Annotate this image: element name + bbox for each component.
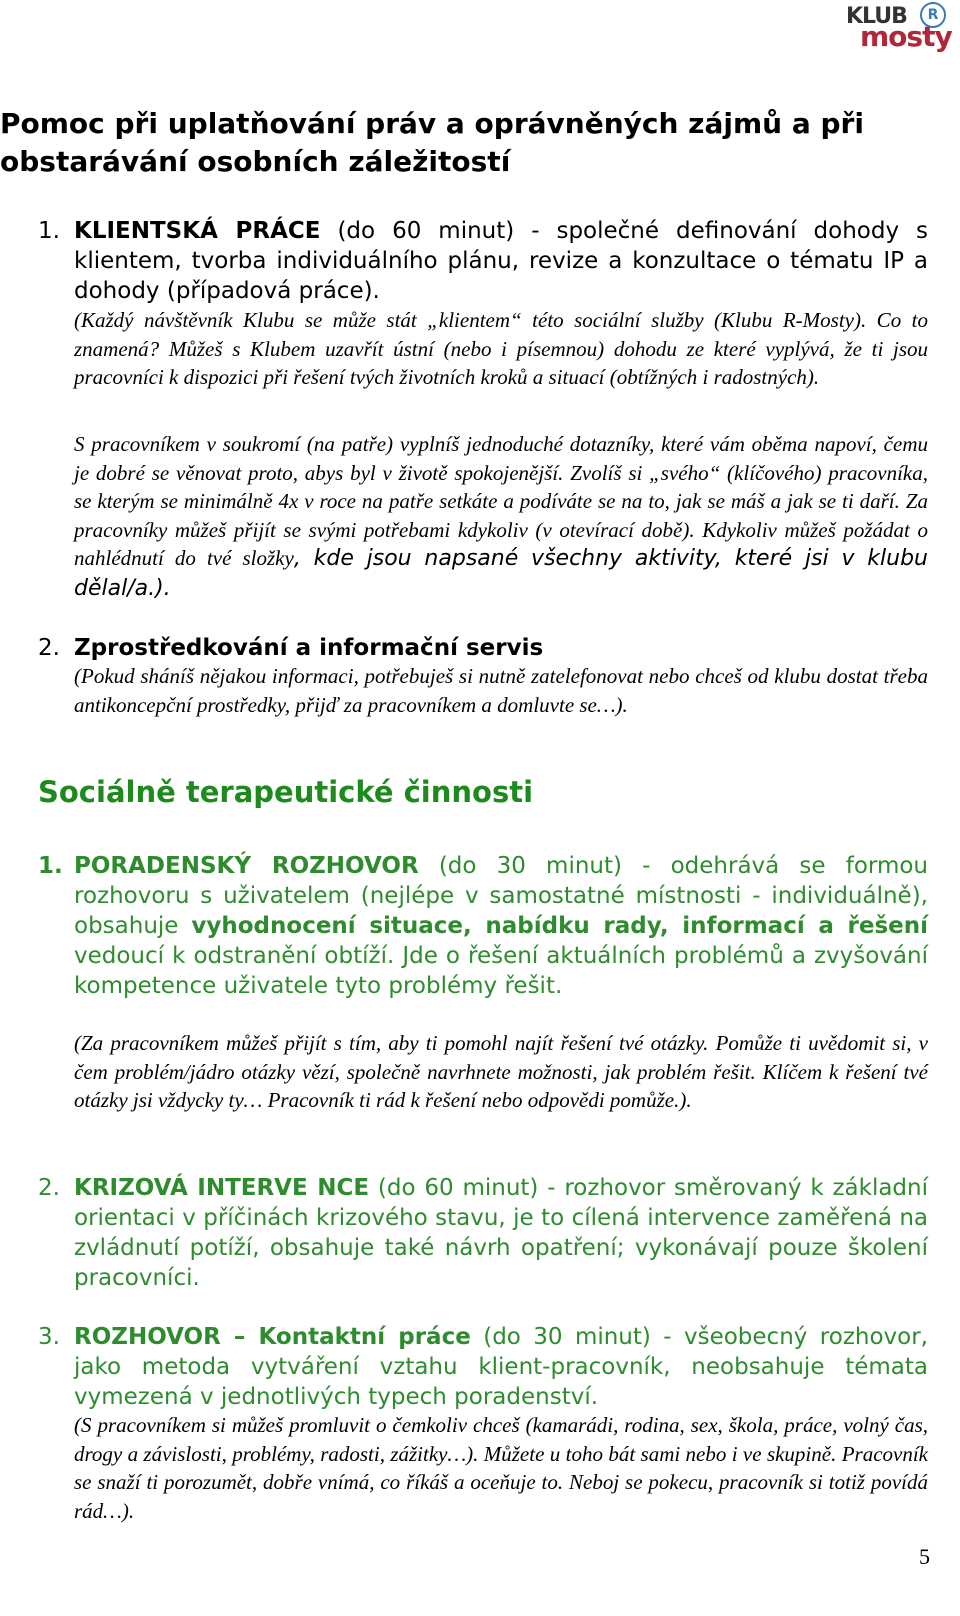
klub-mosty-logo xyxy=(840,0,950,60)
item-text xyxy=(74,851,928,1001)
logo-klub-text: KLUB xyxy=(846,4,907,29)
informacni-servis-item xyxy=(38,633,928,663)
item-description-end: vedoucí k odstranění obtíží. Jde o řešení aktuálních problémů a zvyšování kompetence uživatele tyto problémy řešit. xyxy=(74,943,928,999)
item-text xyxy=(74,633,928,663)
poradensky-rozhovor-note: (Za pracovníkem můžeš přijít s tím, aby ti pomohl najít řešení tvé otázky. Pomůže ti uvědomit si, v čem problém/jádro otázky vězí, společně navrhnete možnosti, jak problém řešit. Klíčem k řešení tvé otázky jsi vždycky ty… Pracovník ti rád k řešení nebo odpovědi pomůže.). xyxy=(74,1031,928,1112)
item-heading: Zprostředkování a informační servis xyxy=(74,635,544,661)
section-heading: Sociálně terapeutické činnosti xyxy=(38,775,534,809)
item-number: 1. xyxy=(38,853,63,879)
item-text xyxy=(74,216,928,306)
kontaktni-prace-item xyxy=(38,1322,928,1412)
item-number: 2. xyxy=(38,635,60,661)
poradensky-rozhovor-item xyxy=(38,851,928,1001)
krizova-intervence-item xyxy=(38,1173,928,1293)
klientska-prace-item xyxy=(38,216,928,306)
item-heading: KLIENTSKÁ PRÁCE xyxy=(74,218,321,244)
item-text xyxy=(74,1322,928,1412)
item-number: 1. xyxy=(38,218,60,244)
item-description: (do 60 minut) - rozhovor směrovaný k základní orientaci v příčinách krizového stavu, je to cílená intervence zaměřená na zvládnutí potíží, obsahuje také návrh opatření; vykonávají pouze školení pracovníci. xyxy=(74,1175,928,1291)
item-text xyxy=(74,1173,928,1293)
note-tail: , kde jsou napsané všechny aktivity, které jsi v klubu dělal/a.). xyxy=(74,546,928,601)
klientska-prace-note-2 xyxy=(74,430,928,604)
item-number: 2. xyxy=(38,1175,60,1201)
note-text: S pracovníkem v soukromí (na patře) vyplníš jednoduché dotazníky, které vám oběma napoví, čemu je dobré se věnovat proto, abys byl v životě spokojenější. Zvolíš si „svého“ (klíčového) pracovníka, se kterým se minimálně 4x v roce na patře setkáte a podíváte se na to, jak se máš a jak se ti daří. Za pracovníky můžeš přijít se svými potřebami kdykoliv (v otevírací době). Kdykoliv můžeš požádat o nahlédnutí do tvé složky xyxy=(74,432,928,570)
item-heading: PORADENSKÝ ROZHOVOR xyxy=(74,853,419,879)
logo-r-mark: R xyxy=(920,2,946,28)
klientska-prace-note-1: (Každý návštěvník Klubu se může stát „klientem“ této sociální služby (Klubu R-Mosty). Co to znamená? Můžeš s Klubem uzavřít ústní (nebo i písemnou) dohodu ze které vyplývá, že ti jsou pracovníci k dispozici při řešení tvých životních kroků a situací (obtížných i radostných). xyxy=(74,308,928,389)
page-number: 5 xyxy=(919,1544,930,1569)
kontaktni-prace-note: (S pracovníkem si můžeš promluvit o čemkoliv chceš (kamarádi, rodina, sex, škola, práce, volný čas, drogy a závislosti, problémy, radosti, zážitky…). Můžete u toho bát sami nebo i ve skupině. Pracovník se snaží ti porozumět, dobře vnímá, co říkáš a oceňuje to. Neboj se pokecu, pracovník si totiž povídá rád…). xyxy=(74,1413,928,1523)
item-number: 3. xyxy=(38,1324,60,1350)
item-description: (do 30 minut) - odehrává se formou rozhovoru s uživatelem (nejlépe v samostatné místnosti - individuálně), obsahuje xyxy=(74,853,928,939)
item-heading: KRIZOVÁ INTERVE NCE xyxy=(74,1175,370,1201)
item-description: (do 60 minut) - společné definování dohody s klientem, tvorba individuálního plánu, revize a konzultace o tématu IP a dohody (případová práce). xyxy=(74,218,929,304)
logo-mosty-text: mosty xyxy=(860,20,952,53)
item-highlight: vyhodnocení situace, nabídku rady, informací a řešení xyxy=(191,913,928,939)
informacni-servis-note: (Pokud sháníš nějakou informaci, potřebuješ si nutně zatelefonovat nebo chceš od klubu dostat třeba antikoncepční prostředky, přijď za pracovníkem a domluvte se…). xyxy=(74,664,928,717)
item-description: (do 30 minut) - všeobecný rozhovor, jako metoda vytváření vztahu klient-pracovník, neobsahuje témata vymezená v jednotlivých typech poradenství. xyxy=(74,1324,928,1410)
page-title: Pomoc při uplatňování práv a oprávněných zájmů a při obstarávání osobních záležitostí xyxy=(0,107,864,178)
item-heading: ROZHOVOR – Kontaktní práce xyxy=(74,1324,471,1350)
